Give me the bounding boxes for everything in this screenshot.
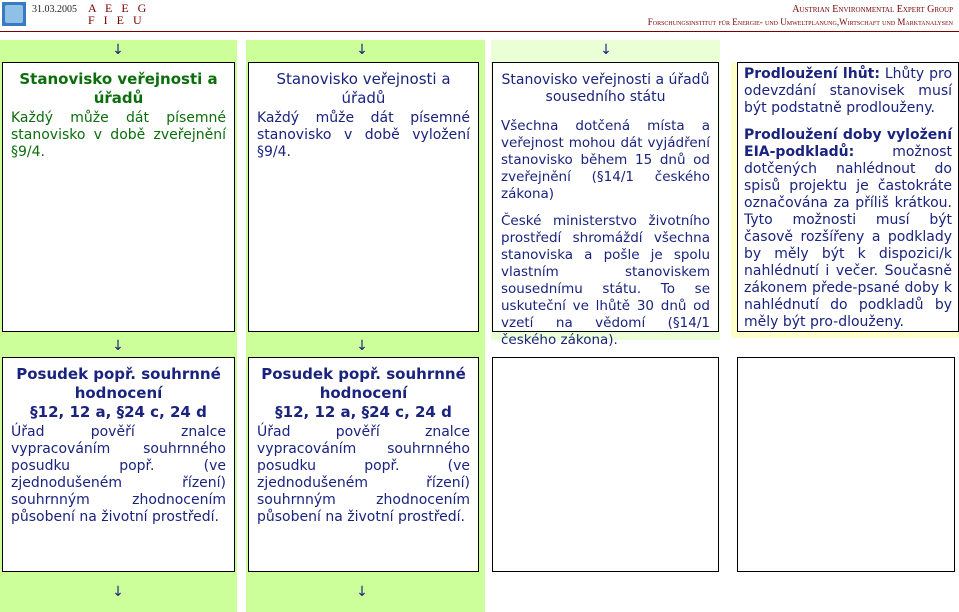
header-group: Austrian Environmental Expert Group	[792, 4, 953, 15]
assessment-text: Úřad pověří znalce vypracováním souhrnného posudku popř. (ve zjednodušeném řízení) souhrnným zhodnocením působení na životní prostředí.	[11, 424, 226, 525]
box-text-1: Všechna dotčená místa a veřejnost mohou dát vyjádření stanovisko během 15 dnů od zveřejnění (§14/1 českého zákona)	[501, 118, 710, 202]
box-text-2: České ministerstvo životního prostředí shromáždí všechna stanoviska a pošle je spolu vlastním stanoviskem sousednímu státu. To se uskuteční ve lhůtě 30 dnů od vzetí na vědomí (§14/1 českého zákona).	[501, 213, 710, 348]
display-extension-paragraph	[744, 127, 952, 331]
box-title: Stanovisko veřejnosti a úřadů sousedního státu	[501, 72, 710, 105]
box-title: Stanovisko veřejnosti a úřadů	[276, 70, 451, 107]
header-divider	[0, 31, 959, 32]
assessment-paragraph-ref: §12, 12 a, §24 c, 24 d	[275, 403, 452, 421]
header-institute: Forschungsinstitut für Energie- und Umweltplanung,Wirtschaft und Marktanalysen	[647, 17, 953, 27]
assessment-box-2	[248, 357, 479, 572]
display-extension-heading: Prodloužení doby vyložení EIA-podkladů:	[744, 127, 952, 160]
statement-box-2	[248, 62, 479, 332]
box-text: Každý může dát písemné stanovisko v době vyložení §9/4.	[257, 110, 470, 160]
arrow-down-icon: ↓	[356, 584, 368, 600]
box-title: Stanovisko veřejnosti a úřadů	[19, 70, 218, 107]
box-text: Každý může dát písemné stanovisko v době zveřejnění §9/4.	[11, 110, 226, 160]
arrow-down-icon: ↓	[112, 584, 124, 600]
assessment-title: Posudek popř. souhrnné hodnocení	[261, 365, 466, 402]
statement-box-3	[492, 62, 719, 348]
arrow-down-icon: ↓	[356, 338, 368, 354]
empty-box-3	[492, 357, 719, 572]
empty-box-4	[737, 357, 955, 572]
deadline-extension-paragraph	[744, 66, 952, 117]
assessment-title: Posudek popř. souhrnné hodnocení	[16, 365, 221, 402]
arrow-down-icon: ↓	[600, 42, 612, 58]
assessment-box-1	[2, 357, 235, 572]
deadline-extension-text: Lhůty pro odevzdání stanovisek musí být podstatně prodlouženy.	[744, 66, 953, 116]
arrow-down-icon: ↓	[356, 42, 368, 58]
assessment-text: Úřad pověří znalce vypracováním souhrnného posudku popř. (ve zjednodušeném řízení) souhrnným zhodnocením působení na životní prostředí.	[257, 424, 470, 525]
assessment-paragraph-ref: §12, 12 a, §24 c, 24 d	[30, 403, 207, 421]
statement-box-1	[2, 62, 235, 332]
header-aeeg: A E E G	[88, 1, 150, 15]
header-fieu: F I E U	[88, 13, 145, 27]
extension-note-box	[737, 62, 959, 332]
display-extension-text: možnost dotčených nahlédnout do spisů projektu je častokráte označována za příliš krátkou. Tyto možnosti musí být časově rozšířeny a podklady by měly být k dispozici/k nahlédnutí i večer. Současně zákonem přede-psané doby k nahlédnutí do podkladů by měly být pro-dlouženy.	[744, 144, 952, 330]
arrow-down-icon: ↓	[112, 338, 124, 354]
arrow-down-icon: ↓	[112, 42, 124, 58]
header-date: 31.03.2005	[32, 4, 77, 15]
deadline-extension-heading: Prodloužení lhůt:	[744, 66, 880, 82]
logo-icon	[2, 2, 26, 26]
